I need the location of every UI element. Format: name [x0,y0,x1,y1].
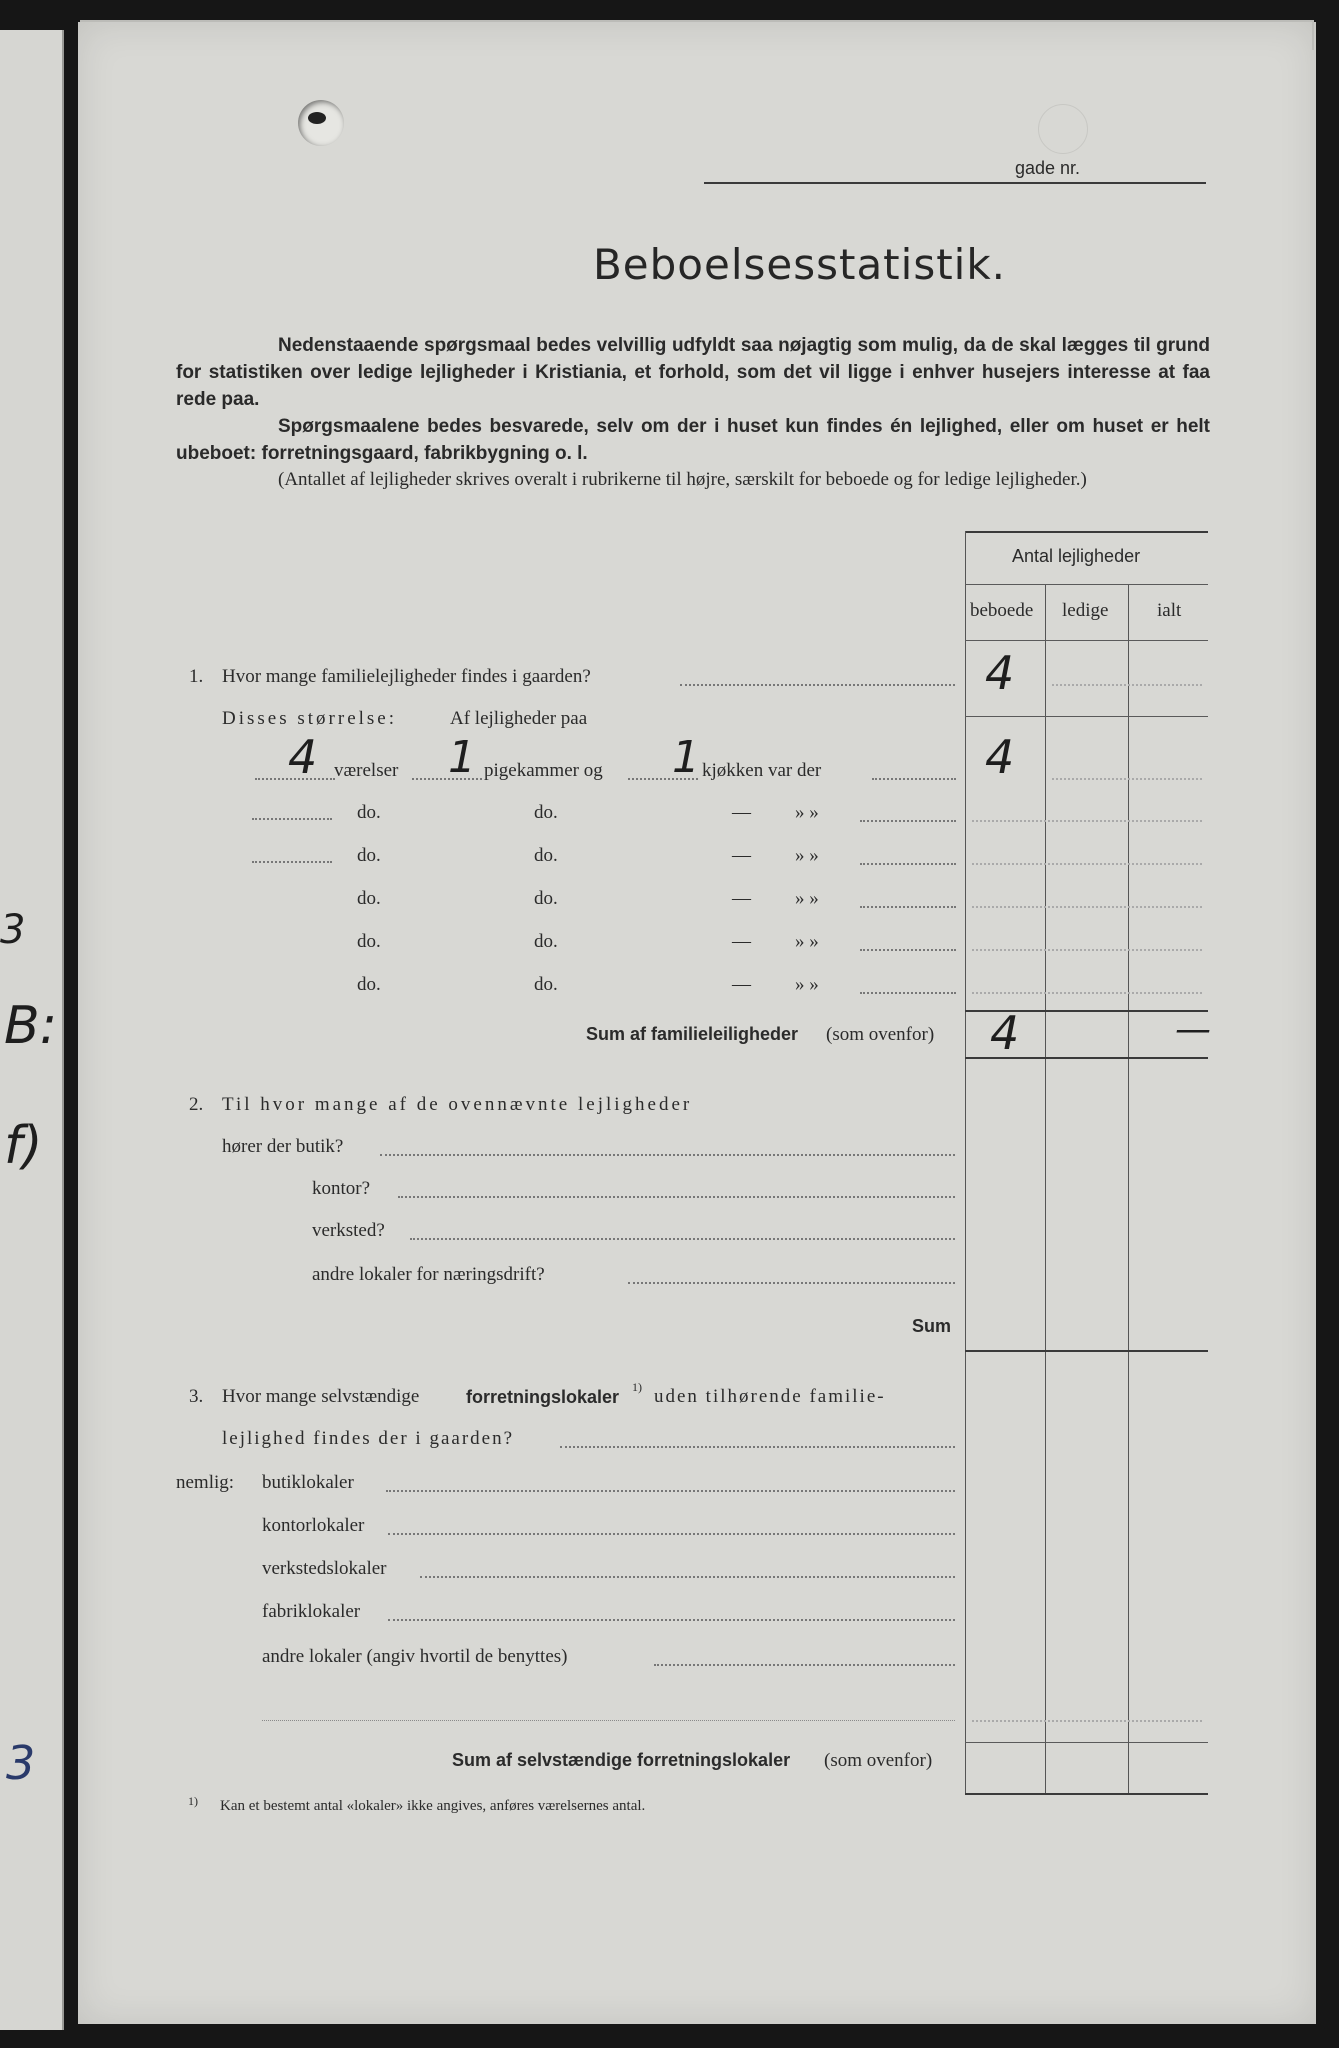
answer-pigekammer: 1 [448,732,476,783]
dash-3: — [732,888,751,909]
q1-number: 1. [189,666,204,687]
cells-dots-4 [972,863,1202,865]
table-row-rule [965,716,1208,717]
dash-2: — [732,845,751,866]
cells-dots-7 [972,992,1202,994]
ditto-5b: do. [534,974,558,995]
page-title: Beboelsesstatistik. [592,240,1007,289]
dash-1: — [732,802,751,823]
q3-text-c: uden tilhørende familie- [654,1386,886,1407]
ditto-blank-1a [252,818,332,820]
margin-mark-4: 3 [6,1736,36,1790]
faint-stamp-circle [1038,104,1088,154]
answer-kjokken: 1 [672,732,700,783]
q3-text-b: forretningslokaler [466,1387,620,1407]
intro-paragraph-3: (Antallet af lejligheder skrives overalt i rubrikerne til højre, særskilt for beboede og for ledige lejligheder.) [278,469,1087,490]
intro-paragraph-2: Spørgsmaalene bedes besvarede, selv om der i huset kun findes én lejlighed, eller om huset er helt ubeboet: forretningsgaard, fabrikbygning o. l. [176,416,1210,464]
q3-verkstedslokaler-dots [420,1576,955,1578]
q3-fabriklokaler-dots [388,1619,955,1621]
q2-butik-dots [380,1154,955,1156]
table-bottom-rule [965,1793,1208,1795]
ditto-blank-2a [252,861,332,863]
ditto-leader-2 [860,863,956,865]
table-col-rule-1 [1045,584,1046,1793]
q2-sum: Sum [912,1316,952,1336]
answer-sum: 4 [990,1006,1020,1060]
q3-kontorlokaler-dots [388,1533,955,1535]
q1-sum-label: Sum af familieleiligheder [586,1024,799,1044]
street-label: gade nr. [1015,158,1081,178]
label-pigekammer: pigekammer og [484,760,603,781]
dash-5: — [732,974,751,995]
table-q3-sum-top [965,1742,1208,1743]
answer-sum-ialt: — [1175,1009,1211,1050]
label-vaerelser: værelser [334,760,399,781]
quote-5: » » [795,974,819,995]
table-col-rule-2 [1128,584,1129,1793]
ditto-3b: do. [534,888,558,909]
q3-sum-label: Sum af selvstændige forretningslokaler [452,1750,791,1770]
table-top-rule [965,531,1208,533]
q3-sum-suffix: (som ovenfor) [824,1750,933,1771]
q3-andre: andre lokaler (angiv hvortil de benyttes) [262,1646,568,1667]
col-ledige: ledige [1062,600,1109,621]
ditto-leader-1 [860,820,956,822]
cells-dots-2 [1052,778,1202,780]
quote-3: » » [795,888,819,909]
margin-mark-3: f) [4,1116,43,1176]
q3-footnote-ref: 1) [632,1380,642,1394]
margin-mark-1: 3 [0,907,26,953]
q3-number: 3. [189,1386,204,1407]
paper-edge [80,20,1314,50]
cells-dots-3 [972,820,1202,822]
ditto-4b: do. [534,931,558,952]
ditto-2a: do. [357,845,381,866]
q1-sum-suffix: (som ovenfor) [826,1024,935,1045]
kjokken-leader-dots [872,778,956,780]
ditto-leader-4 [860,949,956,951]
q2-andre-dots [628,1282,955,1284]
intro-paragraph-1: Nedenstaaende spørgsmaal bedes velvillig udfyldt saa nøjagtig som mulig, da de skal lægges til grund for statistiken over ledige lejligheder i Kristiania, et forhold, som det vil ligge i enhver husejers interesse at faa rede paa. [176,335,1210,410]
q3-fabriklokaler: fabriklokaler [262,1601,361,1622]
quote-1: » » [795,802,819,823]
q3-verkstedslokaler: verkstedslokaler [262,1558,387,1579]
col-beboede: beboede [970,600,1034,621]
q2-kontor-dots [398,1196,955,1198]
ditto-3a: do. [357,888,381,909]
q2-verksted: verksted? [312,1220,385,1241]
dash-4: — [732,931,751,952]
answer-rooms: 4 [288,730,318,784]
q3-text-a: Hvor mange selvstændige [222,1386,420,1407]
ditto-2b: do. [534,845,558,866]
q3-nemlig: nemlig: [176,1472,235,1493]
col-ialt: ialt [1157,600,1182,621]
q1-leader-dots [680,684,955,686]
label-kjokken: kjøkken var der [702,760,822,781]
q2-number: 2. [189,1094,204,1115]
q2-text: Til hvor mange af de ovennævnte lejligheder [222,1094,693,1115]
cells-dots-5 [972,906,1202,908]
answer-row: 4 [985,730,1015,784]
q3-andre-dots [654,1664,955,1666]
table-left-rule [965,531,966,1793]
q2-kontor: kontor? [312,1178,371,1199]
footnote-text: Kan et bestemt antal «lokaler» ikke angives, anføres værelsernes antal. [220,1798,646,1814]
q1-sizes-label: Disses størrelse: [222,708,398,729]
cells-dots-6 [972,949,1202,951]
ditto-1a: do. [357,802,381,823]
q2-andre: andre lokaler for næringsdrift? [312,1264,545,1285]
q1-answer-total: 4 [985,646,1015,700]
q3-butiklokaler-dots [386,1490,955,1492]
table-q2-sum-rule [965,1350,1208,1352]
table-subheader-rule [965,640,1208,641]
street-line [704,182,1206,184]
form-sheet [78,22,1316,2024]
q3-text-line2: lejlighed findes der i gaarden? [222,1428,515,1449]
ditto-1b: do. [534,802,558,823]
table-title: Antal lejligheder [1012,546,1141,566]
q1-text: Hvor mange familielejligheder findes i gaarden? [222,666,591,687]
cells-dots-1 [1052,684,1202,686]
punch-hole [298,100,344,146]
quote-2: » » [795,845,819,866]
footnote-mark: 1) [188,1794,198,1808]
ditto-leader-5 [860,992,956,994]
q2-butik: hører der butik? [222,1136,344,1157]
q3-cells-dots [972,1720,1202,1722]
q2-verksted-dots [410,1238,955,1240]
ditto-4a: do. [357,931,381,952]
margin-mark-2: B: [4,996,58,1056]
quote-4: » » [795,931,819,952]
ditto-leader-3 [860,906,956,908]
table-header-rule [965,584,1208,585]
q3-divider [262,1720,955,1721]
q3-kontorlokaler: kontorlokaler [262,1515,365,1536]
q1-sizes-sub: Af lejligheder paa [450,708,588,729]
q3-butiklokaler: butiklokaler [262,1472,354,1493]
q3-line2-dots [560,1446,955,1448]
ditto-5a: do. [357,974,381,995]
